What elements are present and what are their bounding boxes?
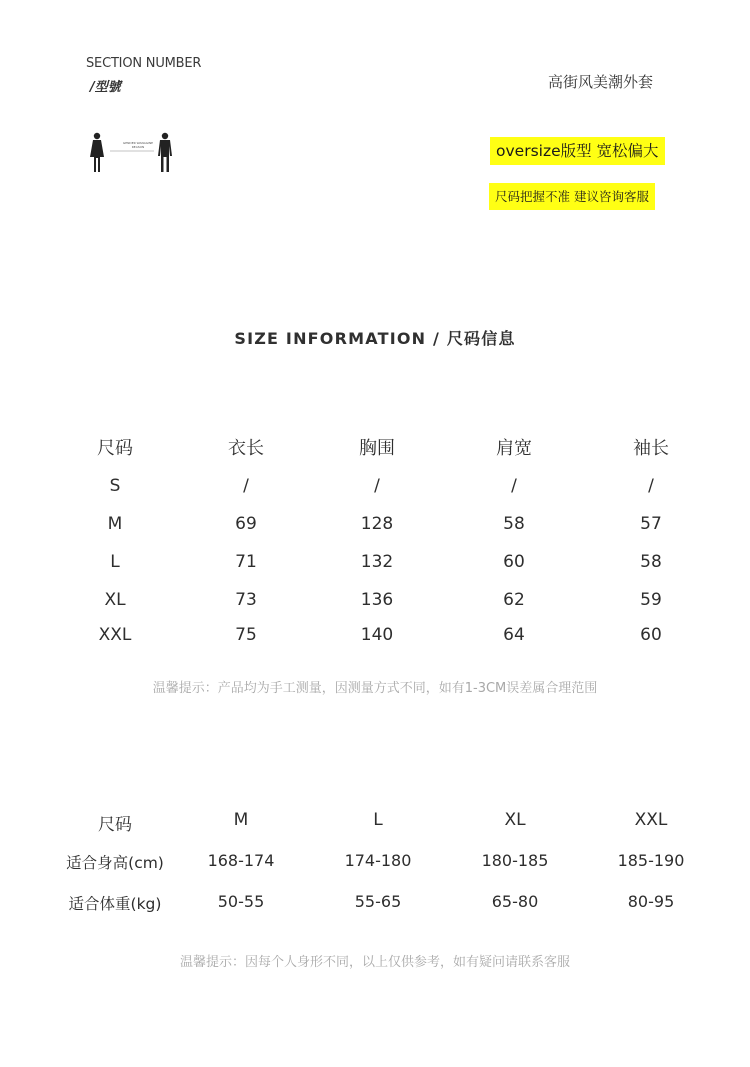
section-number-label: SECTION NUMBER: [86, 56, 202, 71]
height-cell: 168-174: [207, 851, 275, 870]
length-cell: 73: [235, 590, 257, 610]
size-advice-badge: 尺码把握不准 建议咨询客服: [489, 183, 655, 210]
table-row: [0, 476, 750, 506]
length-cell: 75: [235, 625, 257, 645]
size-cell: L: [110, 552, 120, 572]
fit-table-header: [0, 810, 750, 840]
sleeve-cell: 58: [640, 552, 662, 572]
sleeve-cell: 60: [640, 625, 662, 645]
header-size-m: M: [233, 810, 249, 830]
sleeve-cell: 59: [640, 590, 662, 610]
size-cell: XL: [104, 590, 126, 610]
height-cell: 185-190: [617, 851, 685, 870]
shoulder-cell: 60: [503, 552, 525, 572]
weight-cell: 65-80: [491, 892, 539, 911]
table-row: [0, 514, 750, 544]
sleeve-cell: /: [648, 476, 654, 496]
header-size-xxl: XXL: [634, 810, 668, 830]
fit-note: 温馨提示：因每个人身形不同，以上仅供参考，如有疑问请联系客服: [179, 955, 570, 970]
male-figure-icon: [158, 133, 172, 172]
header-chest: 胸围: [359, 438, 395, 459]
height-label: 适合身高(cm): [66, 854, 164, 872]
chest-cell: 140: [360, 625, 394, 645]
shoulder-cell: /: [511, 476, 517, 496]
header-size-l: L: [373, 810, 383, 830]
product-title: 高街风美潮外套: [548, 73, 654, 91]
size-cell: S: [109, 476, 121, 496]
header-shoulder: 肩宽: [496, 438, 532, 459]
length-cell: 69: [235, 514, 257, 534]
table-row: [0, 590, 750, 620]
length-cell: 71: [235, 552, 257, 572]
size-cell: M: [107, 514, 123, 534]
header-length: 衣长: [228, 438, 264, 459]
gender-icons: [86, 132, 178, 174]
header-size: 尺码: [97, 438, 133, 459]
shoulder-cell: 64: [503, 625, 525, 645]
height-cell: 180-185: [481, 851, 549, 870]
weight-cell: 80-95: [627, 892, 675, 911]
header-sleeve: 袖长: [633, 438, 669, 459]
chest-cell: /: [374, 476, 380, 496]
female-figure-icon: [90, 133, 104, 172]
chest-cell: 136: [360, 590, 394, 610]
chest-cell: 128: [360, 514, 394, 534]
table-row: [0, 851, 750, 881]
measurement-note: 温馨提示：产品均为手工测量，因测量方式不同，如有1-3CM误差属合理范围: [152, 681, 598, 696]
header-size-xl: XL: [504, 810, 526, 830]
header-size: 尺码: [98, 815, 132, 835]
table-row: [0, 552, 750, 582]
gender-caption: GENDER WANAGINE REASON: [122, 141, 154, 149]
size-cell: XXL: [98, 625, 132, 645]
length-cell: /: [243, 476, 249, 496]
weight-cell: 50-55: [217, 892, 265, 911]
height-cell: 174-180: [344, 851, 412, 870]
table-row: [0, 892, 750, 922]
weight-cell: 55-65: [354, 892, 402, 911]
oversize-fit-badge: oversize版型 宽松偏大: [490, 137, 665, 165]
sleeve-cell: 57: [640, 514, 662, 534]
size-information-title: SIZE INFORMATION / 尺码信息: [234, 329, 516, 348]
shoulder-cell: 62: [503, 590, 525, 610]
weight-label: 适合体重(kg): [68, 895, 162, 913]
shoulder-cell: 58: [503, 514, 525, 534]
measurement-table-header: [0, 434, 750, 464]
model-label: /型號: [90, 80, 121, 95]
chest-cell: 132: [360, 552, 394, 572]
table-row: [0, 625, 750, 655]
